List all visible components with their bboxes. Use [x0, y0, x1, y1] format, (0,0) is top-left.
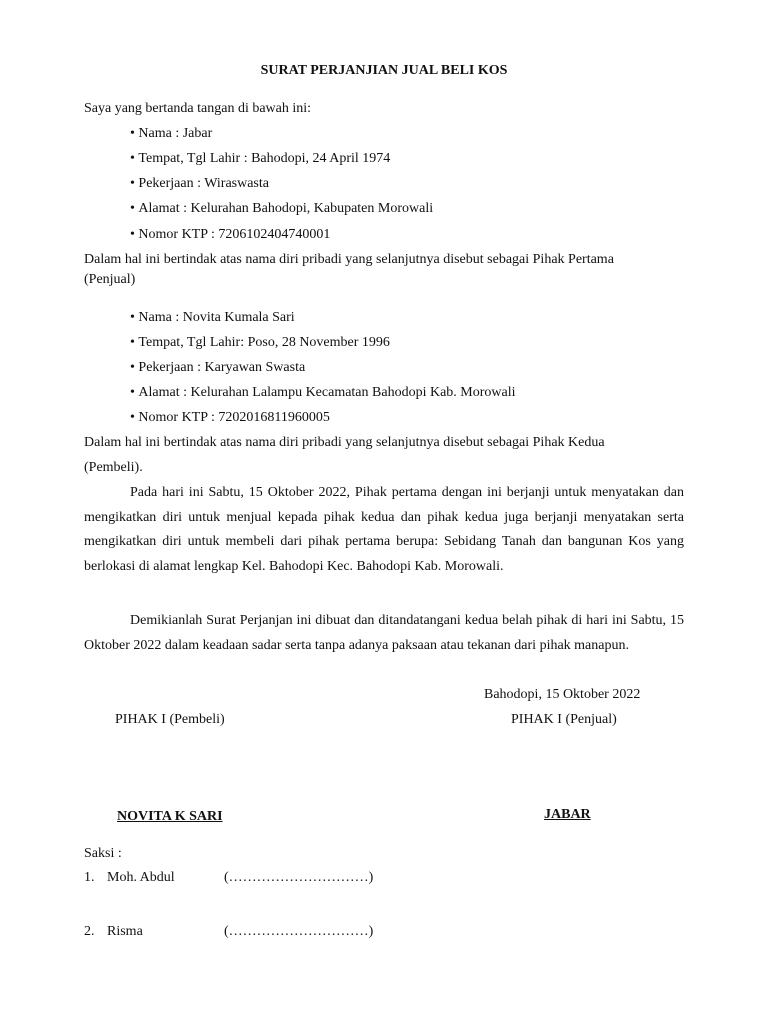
closing-paragraph: Demikianlah Surat Perjanjan ini dibuat dan ditandatangani kedua belah pihak di hari ini Sabtu, 15 Oktober 2022 dalam keadaan sadar serta tanpa adanya paksaan atau tekanan dari pihak manapun.	[84, 613, 684, 653]
list-item: • Tempat, Tgl Lahir: Poso, 28 November 1996	[130, 334, 390, 352]
agreement-paragraph: Pada hari ini Sabtu, 15 Oktober 2022, Pihak pertama dengan ini berjanji untuk menyatakan dan mengikatkan diri untuk menjual kepada pihak kedua dan pihak kedua juga berjanji menyatakan serta mengikatkan diri untuk membeli dari pihak pertama berupa: Sebidang Tanah dan bangunan Kos yang berlokasi di alamat lengkap Kel. Bahodopi Kec. Bahodopi Kab. Morowali.	[84, 485, 684, 574]
witness-number: 1.	[84, 870, 95, 885]
witness-name: Moh. Abdul	[107, 870, 175, 885]
list-item: • Alamat : Kelurahan Bahodopi, Kabupaten Morowali	[130, 200, 433, 218]
witness-signature-blank: (…………………………)	[224, 924, 374, 939]
witness-name: Risma	[107, 924, 143, 939]
list-item: • Nomor KTP : 7202016811960005	[130, 409, 330, 427]
second-party-statement-line1: Dalam hal ini bertindak atas nama diri pribadi yang selanjutnya disebut sebagai Pihak Kedua	[84, 435, 605, 450]
signatory-left-name: NOVITA K SARI	[117, 809, 223, 824]
second-party-statement-line2: (Pembeli).	[84, 460, 143, 475]
list-item: • Nama : Jabar	[130, 125, 212, 143]
list-item: • Pekerjaan : Wiraswasta	[130, 175, 269, 193]
list-item: • Alamat : Kelurahan Lalampu Kecamatan Bahodopi Kab. Morowali	[130, 384, 516, 402]
list-item: • Nama : Novita Kumala Sari	[130, 309, 295, 327]
first-party-statement-line2: (Penjual)	[84, 272, 136, 287]
party-left-label: PIHAK I (Pembeli)	[115, 712, 225, 727]
party-right-label: PIHAK I (Penjual)	[511, 712, 617, 727]
list-item: • Pekerjaan : Karyawan Swasta	[130, 359, 305, 377]
place-date: Bahodopi, 15 Oktober 2022	[484, 687, 641, 702]
document-title: SURAT PERJANJIAN JUAL BELI KOS	[260, 63, 508, 78]
first-party-statement-line1: Dalam hal ini bertindak atas nama diri pribadi yang selanjutnya disebut sebagai Pihak Pertama	[84, 252, 614, 267]
witness-signature-blank: (…………………………)	[224, 870, 374, 885]
signatory-right-name: JABAR	[544, 807, 591, 822]
list-item: • Nomor KTP : 7206102404740001	[130, 226, 330, 244]
witness-label: Saksi :	[84, 846, 122, 861]
witness-number: 2.	[84, 924, 95, 939]
list-item: • Tempat, Tgl Lahir : Bahodopi, 24 April 1974	[130, 150, 390, 168]
intro-text: Saya yang bertanda tangan di bawah ini:	[84, 101, 312, 116]
